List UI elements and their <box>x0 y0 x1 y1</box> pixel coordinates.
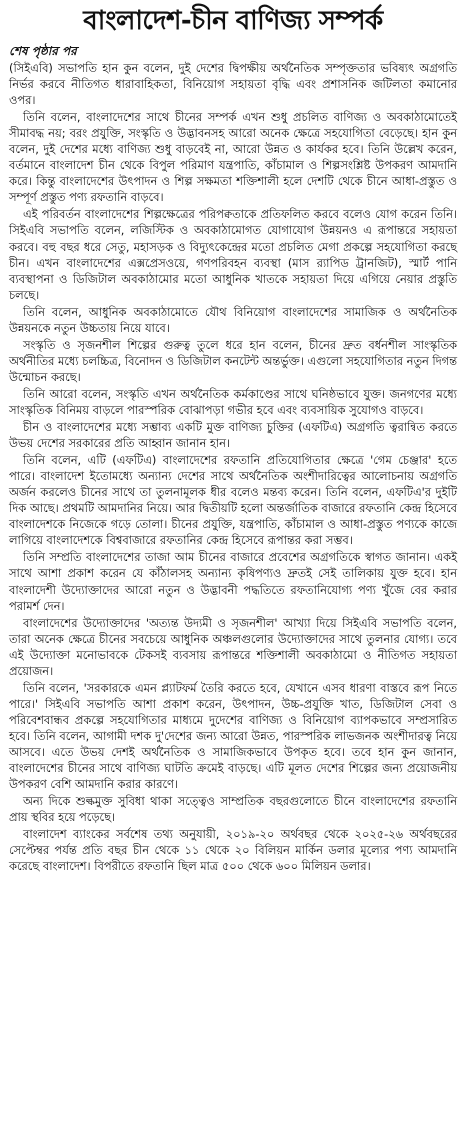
article-paragraph: তিনি বলেন, 'সরকারকে এমন প্ল্যাটফর্ম তৈরি করতে হবে, যেখানে এসব ধারণা বাস্তবে রূপ নিতে পারে।' সিইএবি সভাপতি আশা প্রকাশ করেন, উৎপাদন, উচ্চ-প্রযুক্তি খাত, ডিজিটাল সেবা ও পরিবেশবান্ধব প্রকল্পে সহযোগিতার মাধ্যমে দুদেশের বাণিজ্য ও বিনিয়োগ ব্যাপকভাবে সম্প্রসারিত হবে। তিনি বলেন, আগামী দশক দু'দেশের জন্য আরো উন্নত, পারস্পরিক লাভজনক অংশীদারত্ব নিয়ে আসবে। এতে উভয় দেশই অর্থনৈতিক ও সামাজিকভাবে উপকৃত হবে। তবে হান কুন জানান, বাংলাদেশের চীনের সাথে বাণিজ্য ঘাটতি ক্রমেই বাড়ছে। এটি মূলত দেশের শিল্পের জন্য প্রয়োজনীয় উপকরণ বেশি আমদানি করার কারণে। <box>9 680 457 792</box>
article-body <box>9 60 457 874</box>
article-paragraph: চীন ও বাংলাদেশের মধ্যে সম্ভাব্য একটি মুক্ত বাণিজ্য চুক্তির (এফটিএ) অগ্রগতি ত্বরান্বিত করতে উভয় দেশের সরকারের প্রতি আহ্বান জানান হান। <box>9 420 457 451</box>
article-paragraph: অন্য দিকে শুল্কমুক্ত সুবিধা থাকা সত্ত্বেও সাম্প্রতিক বছরগুলোতে চীনে বাংলাদেশের রফতানি প্রায় স্থবির হয়ে পড়েছে। <box>9 794 457 825</box>
article-headline: বাংলাদেশ-চীন বাণিজ্য সম্পর্ক <box>83 6 383 36</box>
article-paragraph: (সিইএবি) সভাপতি হান কুন বলেন, দুই দেশের দ্বিপক্ষীয় অর্থনৈতিক সম্পৃক্ততার ভবিষ্যৎ অগ্রগতি নির্ভর করবে নীতিগত ধারাবাহিকতা, বিনিয়োগ সহায়তা বৃদ্ধি এবং প্রশাসনিক জটিলতা কমানোর ওপর। <box>9 61 457 108</box>
continued-from-label: শেষ পৃষ্ঠার পর <box>9 44 77 58</box>
article-paragraph: তিনি আরো বলেন, সংস্কৃতি এখন অর্থনৈতিক কর্মকাণ্ডের সাথে ঘনিষ্ঠভাবে যুক্ত। জনগণের মধ্যে সাংস্কৃতিক বিনিময় বাড়লে পারস্পরিক বোঝাপড়া গভীর হবে এবং ব্যবসায়িক সুযোগও বাড়বে। <box>9 386 457 417</box>
article-paragraph: সংস্কৃতি ও সৃজনশীল শিল্পের গুরুত্ব তুলে ধরে হান বলেন, চীনের দ্রুত বর্ধনশীল সাংস্কৃতিক অর্থনীতির মধ্যে চলচ্চিত্র, বিনোদন ও ডিজিটাল কনটেন্ট অন্তর্ভুক্ত। এগুলো সহযোগিতার নতুন দিগন্ত উন্মোচন করছে। <box>9 337 457 384</box>
article-paragraph: বাংলাদেশ ব্যাংকের সর্বশেষ তথ্য অনুযায়ী, ২০১৯-২০ অর্থবছর থেকে ২০২৫-২৬ অর্থবছরের সেপ্টেম্বর পর্যন্ত প্রতি বছর চীন থেকে ১১ থেকে ২০ বিলিয়ন মার্কিন ডলার মূল্যের পণ্য আমদানি করেছে বাংলাদেশ। বিপরীতে রফতানি ছিল মাত্র ৫০০ থেকে ৬০০ মিলিয়ন ডলার। <box>9 827 457 874</box>
article-paragraph: তিনি সম্প্রতি বাংলাদেশের তাজা আম চীনের বাজারে প্রবেশের অগ্রগতিকে স্বাগত জানান। একই সাথে আশা প্রকাশ করেন যে কাঁঠালসহ অন্যান্য কৃষিপণ্যও দ্রুতই সেই তালিকায় যুক্ত হবে। হান বাংলাদেশী উদ্যোক্তাদের আরো নতুন ও উদ্ভাবনী পদ্ধতিতে রফতানিযোগ্য পণ্য খুঁজে বের করার পরামর্শ দেন। <box>9 550 457 613</box>
article-paragraph: তিনি বলেন, বাংলাদেশের সাথে চীনের সম্পর্ক এখন শুধু প্রচলিত বাণিজ্য ও অবকাঠামোতেই সীমাবদ্ধ নয়; বরং প্রযুক্তি, সংস্কৃতি ও উদ্ভাবনসহ আরো অনেক ক্ষেত্রে সহযোগিতা বেড়েছে। হান কুন বলেন, দুই দেশের মধ্যে বাণিজ্য শুধু বাড়বেই না, আরো উন্নত ও কার্যকর হবে। তিনি উল্লেখ করেন, বর্তমানে বাংলাদেশ চীন থেকে বিপুল পরিমাণ যন্ত্রপাতি, কাঁচামাল ও শিল্পসংশ্লিষ্ট উপকরণ আমদানি করে। কিন্তু বাংলাদেশের উৎপাদন ও শিল্প সক্ষমতা শক্তিশালী হলে দেশটি থেকে চীনে আধা-প্রস্তুত ও সম্পূর্ণ প্রস্তুত পণ্য রফতানি বাড়বে। <box>9 110 457 205</box>
article-paragraph: বাংলাদেশের উদ্যোক্তাদের 'অত্যন্ত উদ্যমী ও সৃজনশীল' আখ্যা দিয়ে সিইএবি সভাপতি বলেন, তারা অনেক ক্ষেত্রে চীনের সবচেয়ে আধুনিক অঞ্চলগুলোর উদ্যোক্তাদের সাথে তুলনার যোগ্য। তবে এই উদ্যোক্তা মনোভাবকে টেকসই ব্যবসায় রূপান্তরে শক্তিশালী অবকাঠামো ও নীতিগত সহায়তা প্রয়োজন। <box>9 615 457 678</box>
article-paragraph: তিনি বলেন, আধুনিক অবকাঠামোতে যৌথ বিনিয়োগ বাংলাদেশের সামাজিক ও অর্থনৈতিক উন্নয়নকে নতুন উচ্চতায় নিয়ে যাবে। <box>9 304 457 335</box>
article-paragraph: তিনি বলেন, এটি (এফটিএ) বাংলাদেশের রফতানি প্রতিযোগিতার ক্ষেত্রে 'গেম চেঞ্জার' হতে পারে। বাংলাদেশ ইতোমধ্যে অন্যান্য দেশের সাথে অর্থনৈতিক অংশীদারিত্বের আলোচনায় অগ্রগতি অর্জন করলেও চীনের সাথে তা তুলনামূলক ধীর বলেও মন্তব্য করেন। তিনি বলেন, এফটিএ'র দুইটি দিক আছে। প্রথমটি আমদানির নিয়ে। আর দ্বিতীয়টি হলো অন্তর্জাতিক বাজারে রফতানি কেন্দ্র হিসেবে বাংলাদেশকে নিজেকে গড়ে তোলা। চীনের প্রযুক্তি, যন্ত্রপাতি, কাঁচামাল ও আধা-প্রস্তুত পণ্যকে কাজে লাগিয়ে বাংলাদেশকে বিশ্ববাজারে রফতানির কেন্দ্র হিসেবে রূপান্তর করা সম্ভব। <box>9 453 457 548</box>
article-paragraph: এই পরিবর্তন বাংলাদেশের শিল্পক্ষেত্রের পরিপক্বতাকে প্রতিফলিত করবে বলেও যোগ করেন তিনি। সিইএবি সভাপতি বলেন, লজিস্টিক ও অবকাঠামোগত যোগাযোগ উন্নয়নও এ রূপান্তরে সহায়তা করবে। বহু বছর ধরে সেতু, মহাসড়ক ও বিদ্যুৎকেন্দ্রের মতো প্রচলিত মেগা প্রকল্পে সহযোগিতা করছে চীন। এখন বাংলাদেশের এক্সপ্রেসওয়ে, গণপরিবহন ব্যবস্থা (মাস র‍্যাপিড ট্রানজিট), স্মার্ট পানি ব্যবস্থাপনা ও ডিজিটাল অবকাঠামোর মতো আধুনিক খাতকে সহায়তা দিয়ে এগিয়ে নেয়ার প্রস্তুতি চলছে। <box>9 207 457 302</box>
